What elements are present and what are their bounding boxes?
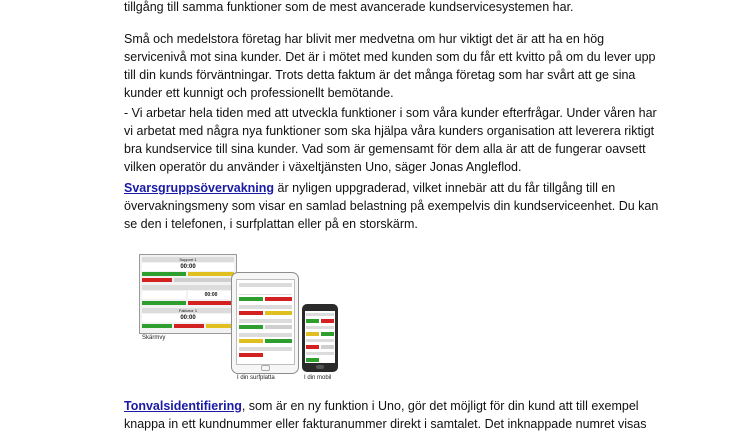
caption-screen: Skärmvy: [142, 335, 166, 341]
panel-title: Fakturor 1: [142, 308, 234, 313]
paragraph-tonval: [124, 397, 664, 433]
monitoring-figure: [138, 254, 348, 384]
svarsgrupp-text: är nyligen uppgraderad, vilket innebär att du får tillgång till en övervakningsmeny som visar en samlad belastning på exempelvis din kundserviceenhet. Du kan se den i telefonen, i surfplattan eller på en storskärm.: [124, 181, 659, 231]
phone-button-icon: [316, 365, 324, 369]
panel-title: Support 1: [142, 257, 234, 262]
panel-value: 00:00: [142, 314, 234, 322]
paragraph-quote: - Vi arbetar hela tiden med att utveckla funktioner i som våra kunder efterfrågar. Under våren har vi arbetat med några nya funktioner som ska hjälpa våra kunders organisation att leverera riktigt bra kundservice till sina kunder. Vad som är gemensamt för dem alla är att de fungerar oavsett vilken operatör du använder i växeltjänsten Uno, säger Jonas Angleflod.: [124, 106, 657, 174]
mobile-image: [302, 304, 338, 372]
caption-mobile: I din mobil: [304, 375, 332, 381]
home-button-icon: [261, 365, 270, 371]
tonval-text: , som är en ny funktion i Uno, gör det möjligt för din kund att till exempel knappa in ett kundnummer eller fakturanummer direkt i samtalet. Det inknappade numret visas: [124, 399, 647, 431]
panel-value: 00:00: [142, 263, 234, 271]
caption-tablet: I din surfplatta: [237, 375, 275, 381]
svarsgruppsovervakning-link[interactable]: Svarsgruppsövervakning: [124, 181, 275, 195]
screen-view-image: [139, 254, 237, 334]
paragraph-service-level: Små och medelstora företag har blivit mer medvetna om hur viktigt det är att ha en hög servicenivå mot sina kunder. Det är i mötet med kunden som du får ett kvitto på om du lever upp till din kunds förväntningar. Trots detta faktum är det många företag som har svårt att ge sina kunder ett kunnigt och professionellt bemötande.: [124, 32, 656, 100]
tablet-image: [231, 272, 299, 374]
paragraph-svarsgrupp: [124, 179, 664, 233]
paragraph-intro-end: tillgång till samma funktioner som de mest avancerade kundservicesystemen har.: [124, 0, 574, 14]
panel-value: 00:00: [188, 291, 234, 299]
tonvalsidentifiering-link[interactable]: Tonvalsidentifiering: [124, 399, 242, 413]
